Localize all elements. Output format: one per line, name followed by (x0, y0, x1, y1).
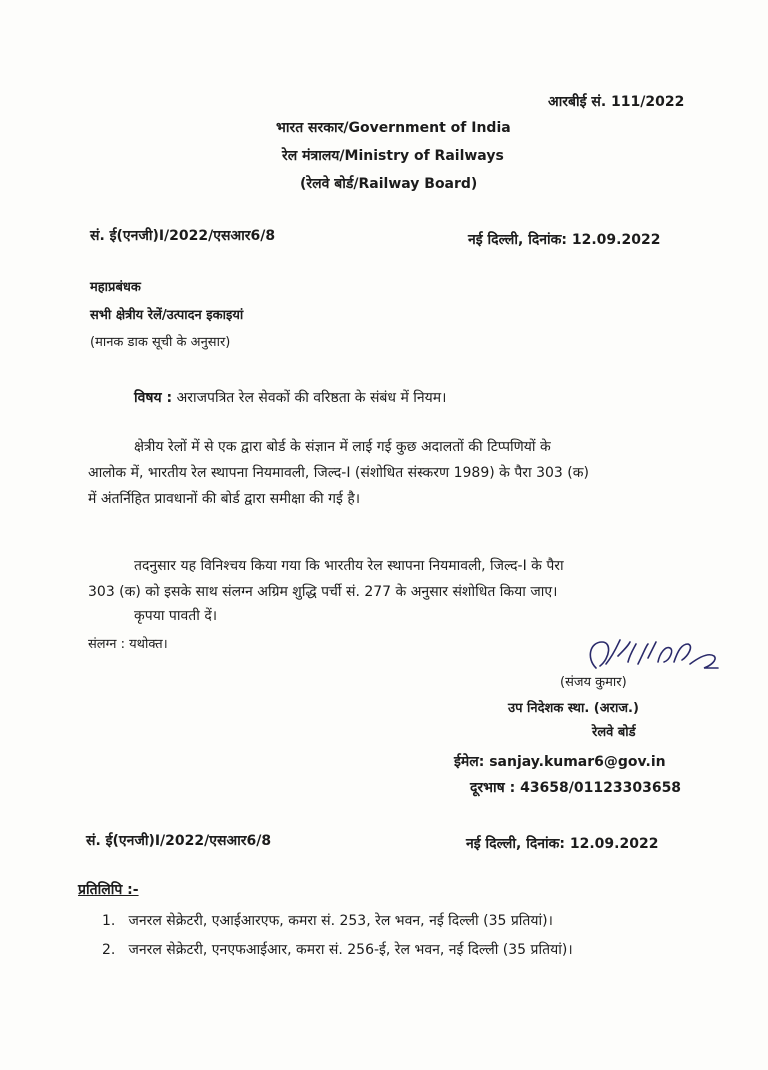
paragraph-1-line: में अंतर्निहित प्रावधानों की बोर्ड द्वारा समीक्षा की गई है। (88, 491, 361, 507)
paragraph-1-line: आलोक में, भारतीय रेल स्थापना नियमावली, जिल्द-I (संशोधित संस्करण 1989) के पैरा 303 (क) (88, 465, 589, 481)
copy-heading: प्रतिलिपि :- (78, 882, 139, 898)
paragraph-2 (88, 553, 672, 605)
paragraph-1 (88, 434, 672, 512)
list-item (102, 940, 573, 959)
place-date: नई दिल्ली, दिनांक: 12.09.2022 (468, 232, 661, 248)
list-item-number: 2. (102, 942, 116, 958)
list-item-number: 1. (102, 913, 116, 929)
copy-place-date: नई दिल्ली, दिनांक: 12.09.2022 (466, 836, 659, 852)
email-label: ईमेल: (454, 754, 485, 770)
addressee-title: महाप्रबंधक (90, 280, 141, 295)
signatory-name: (संजय कुमार) (560, 675, 627, 690)
list-item-text: जनरल सेक्रेटरी, एनएफआईआर, कमरा सं. 256-ई, रेल भवन, नई दिल्ली (35 प्रतियां)। (128, 942, 573, 958)
signatory-phone (470, 778, 681, 797)
paragraph-2-line: तदनुसार यह विनिश्चय किया गया कि भारतीय रेल स्थापना नियमावली, जिल्द-I के पैरा (134, 558, 564, 574)
addressee-note: (मानक डाक सूची के अनुसार) (90, 335, 231, 350)
signatory-email (454, 752, 666, 771)
ref-number: आरबीई सं. 111/2022 (548, 94, 685, 110)
org-line-government: भारत सरकार/Government of India (276, 120, 511, 136)
phone-label: दूरभाष : (470, 780, 516, 796)
subject-label: विषय : (134, 390, 173, 406)
org-line-board: (रेलवे बोर्ड/Railway Board) (300, 176, 478, 192)
addressee-units: सभी क्षेत्रीय रेलें/उत्पादन इकाइयां (90, 308, 244, 323)
signatory-designation: उप निदेशक स्था. (अराज.) (508, 701, 639, 716)
phone-number: 43658/01123303658 (520, 780, 682, 796)
list-item (102, 911, 553, 930)
file-number: सं. ई(एनजी)I/2022/एसआर6/8 (90, 228, 276, 244)
acknowledge-request: कृपया पावती दें। (134, 608, 218, 624)
list-item-text: जनरल सेक्रेटरी, एआईआरएफ, कमरा सं. 253, रेल भवन, नई दिल्ली (35 प्रतियां)। (128, 913, 553, 929)
email-address: sanjay.kumar6@gov.in (489, 754, 666, 770)
subject-text: अराजपत्रित रेल सेवकों की वरिष्ठता के संबंध में नियम। (176, 390, 447, 406)
subject-line (134, 388, 446, 407)
signatory-organisation: रेलवे बोर्ड (592, 725, 636, 740)
org-line-ministry: रेल मंत्रालय/Ministry of Railways (282, 148, 504, 164)
paragraph-2-line: 303 (क) को इसके साथ संलग्न अग्रिम शुद्धि पर्ची सं. 277 के अनुसार संशोधित किया जाए। (88, 584, 558, 600)
paragraph-1-line: क्षेत्रीय रेलों में से एक द्वारा बोर्ड के संज्ञान में लाई गई कुछ अदालतों की टिप्पणियों के (134, 439, 551, 455)
copy-file-number: सं. ई(एनजी)I/2022/एसआर6/8 (86, 833, 272, 849)
enclosure-note: संलग्न : यथोक्त। (88, 637, 168, 652)
